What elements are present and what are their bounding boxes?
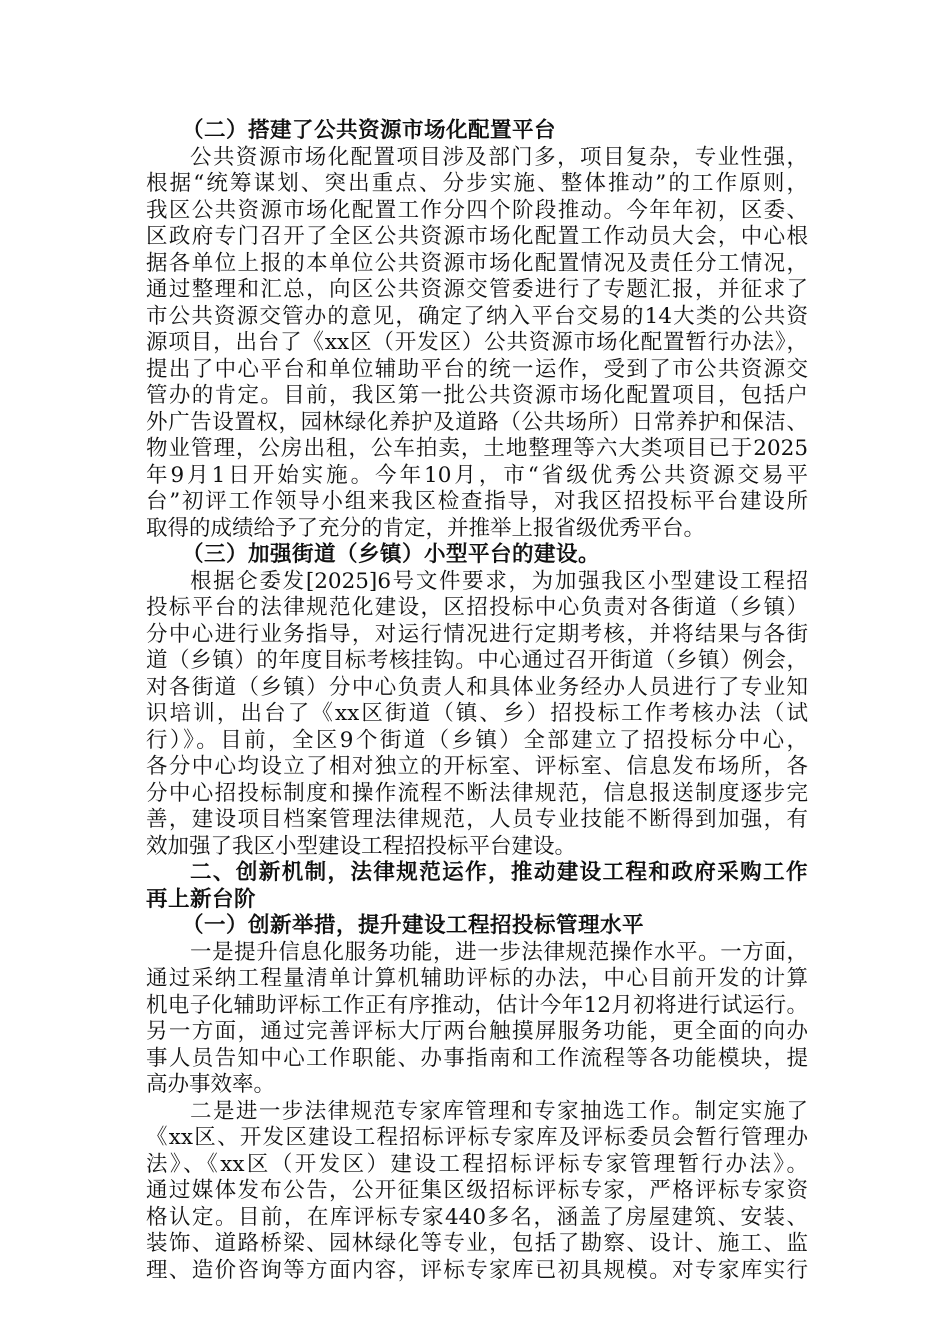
text-line: 对各街道（乡镇）分中心负责人和具体业务经办人员进行了专业知 xyxy=(146,674,808,700)
text-line: 根据仑委发[2025]6号文件要求，为加强我区小型建设工程招 xyxy=(190,568,808,594)
text-line: 高办事效率。 xyxy=(146,1072,276,1097)
text-line: 取得的成绩给予了充分的肯定，并推举上报省级优秀平台。 xyxy=(146,515,706,541)
text-line: 一是提升信息化服务功能，进一步法律规范操作水平。一方面， xyxy=(190,939,808,965)
text-line: 二是进一步法律规范专家库管理和专家抽选工作。制定实施了 xyxy=(190,1098,808,1124)
paragraph xyxy=(146,145,808,543)
text-line: 源项目，出台了《xx区（开发区）公共资源市场化配置暂行办法》， xyxy=(146,330,808,355)
section-heading xyxy=(146,913,808,940)
section-heading xyxy=(146,118,808,145)
paragraph xyxy=(146,1099,808,1285)
text-line: 通过采纳工程量清单计算机辅助评标的办法，中心目前开发的计算 xyxy=(146,966,808,991)
text-line: 外广告设置权，园林绿化养护及道路（公共场所）日常养护和保洁、 xyxy=(146,409,808,435)
text-line: 根据“统筹谋划、突出重点、分步实施、整体推动”的工作原则， xyxy=(146,171,808,196)
text-line: 我区公共资源市场化配置工作分四个阶段推动。今年年初，区委、 xyxy=(146,197,808,223)
text-line: 物业管理，公房出租，公车拍卖，土地整理等六大类项目已于2025 xyxy=(146,436,808,461)
text-line: 二、创新机制，法律规范运作，推动建设工程和政府采购工作 xyxy=(190,860,808,885)
text-line: 各分中心均设立了相对独立的开标室、评标室、信息发布场所，各 xyxy=(146,754,808,779)
text-line: 识培训，出台了《xx区街道（镇、乡）招投标工作考核办法（试 xyxy=(146,701,808,726)
text-line: 机电子化辅助评标工作正有序推动，估计今年12月初将进行试运行。 xyxy=(146,992,808,1018)
text-line: 提出了中心平台和单位辅助平台的统一运作，受到了市公共资源交 xyxy=(146,356,808,382)
text-line: 区政府专门召开了全区公共资源市场化配置工作动员大会，中心根 xyxy=(146,224,808,249)
text-line: 通过媒体发布公告，公开征集区级招标评标专家，严格评标专家资 xyxy=(146,1178,808,1203)
text-line: 投标平台的法律规范化建设，区招投标中心负责对各街道（乡镇） xyxy=(146,595,808,620)
text-line: 另一方面，通过完善评标大厅两台触摸屏服务功能，更全面的向办 xyxy=(146,1019,808,1044)
text-line: （二）搭建了公共资源市场化配置平台 xyxy=(182,118,557,143)
paragraph xyxy=(146,940,808,1099)
text-line: 《xx区、开发区建设工程招标评标专家库及评标委员会暂行管理办 xyxy=(146,1125,808,1150)
text-line: 通过整理和汇总，向区公共资源交管委进行了专题汇报，并征求了 xyxy=(146,277,808,302)
text-line: 事人员告知中心工作职能、办事指南和工作流程等各功能模块，提 xyxy=(146,1045,808,1071)
text-line: 法》、《xx区（开发区）建设工程招标评标专家管理暂行办法》。 xyxy=(146,1151,808,1177)
text-line: 年9月1日开始实施。今年10月，市“省级优秀公共资源交易平 xyxy=(146,462,808,488)
text-line: 行）》。目前，全区9个街道（乡镇）全部建立了招投标分中心， xyxy=(146,727,808,753)
paragraph xyxy=(146,569,808,861)
document-page xyxy=(146,118,808,1284)
text-line: （三）加强街道（乡镇）小型平台的建设。 xyxy=(182,542,601,567)
text-line: 据各单位上报的本单位公共资源市场化配置情况及责任分工情况， xyxy=(146,250,808,276)
text-line: 市公共资源交管办的意见，确定了纳入平台交易的14大类的公共资 xyxy=(146,303,808,329)
section-heading xyxy=(146,860,808,913)
text-line: 格认定。目前，在库评标专家440多名，涵盖了房屋建筑、安装、 xyxy=(146,1204,808,1230)
text-line: 再上新台阶 xyxy=(146,886,257,912)
text-line: 分中心进行业务指导，对运行情况进行定期考核，并将结果与各街 xyxy=(146,621,808,647)
text-line: （一）创新举措，提升建设工程招投标管理水平 xyxy=(182,913,645,938)
text-line: 台”初评工作领导小组来我区检查指导，对我区招投标平台建设所 xyxy=(146,489,808,514)
text-line: 管办的肯定。目前，我区第一批公共资源市场化配置项目，包括户 xyxy=(146,383,808,408)
section-heading xyxy=(146,542,808,569)
text-line: 善，建设项目档案管理法律规范，人员专业技能不断得到加强，有 xyxy=(146,807,808,832)
text-line: 公共资源市场化配置项目涉及部门多，项目复杂，专业性强， xyxy=(190,144,808,170)
text-line: 效加强了我区小型建设工程招投标平台建设。 xyxy=(146,833,577,859)
text-line: 装饰、道路桥梁、园林绿化等专业，包括了勘察、设计、施工、监 xyxy=(146,1231,808,1256)
text-line: 道（乡镇）的年度目标考核挂钩。中心通过召开街道（乡镇）例会， xyxy=(146,648,808,673)
text-line: 理、造价咨询等方面内容，评标专家库已初具规模。对专家库实行 xyxy=(146,1257,808,1283)
text-line: 分中心招投标制度和操作流程不断法律规范，信息报送制度逐步完 xyxy=(146,780,808,806)
